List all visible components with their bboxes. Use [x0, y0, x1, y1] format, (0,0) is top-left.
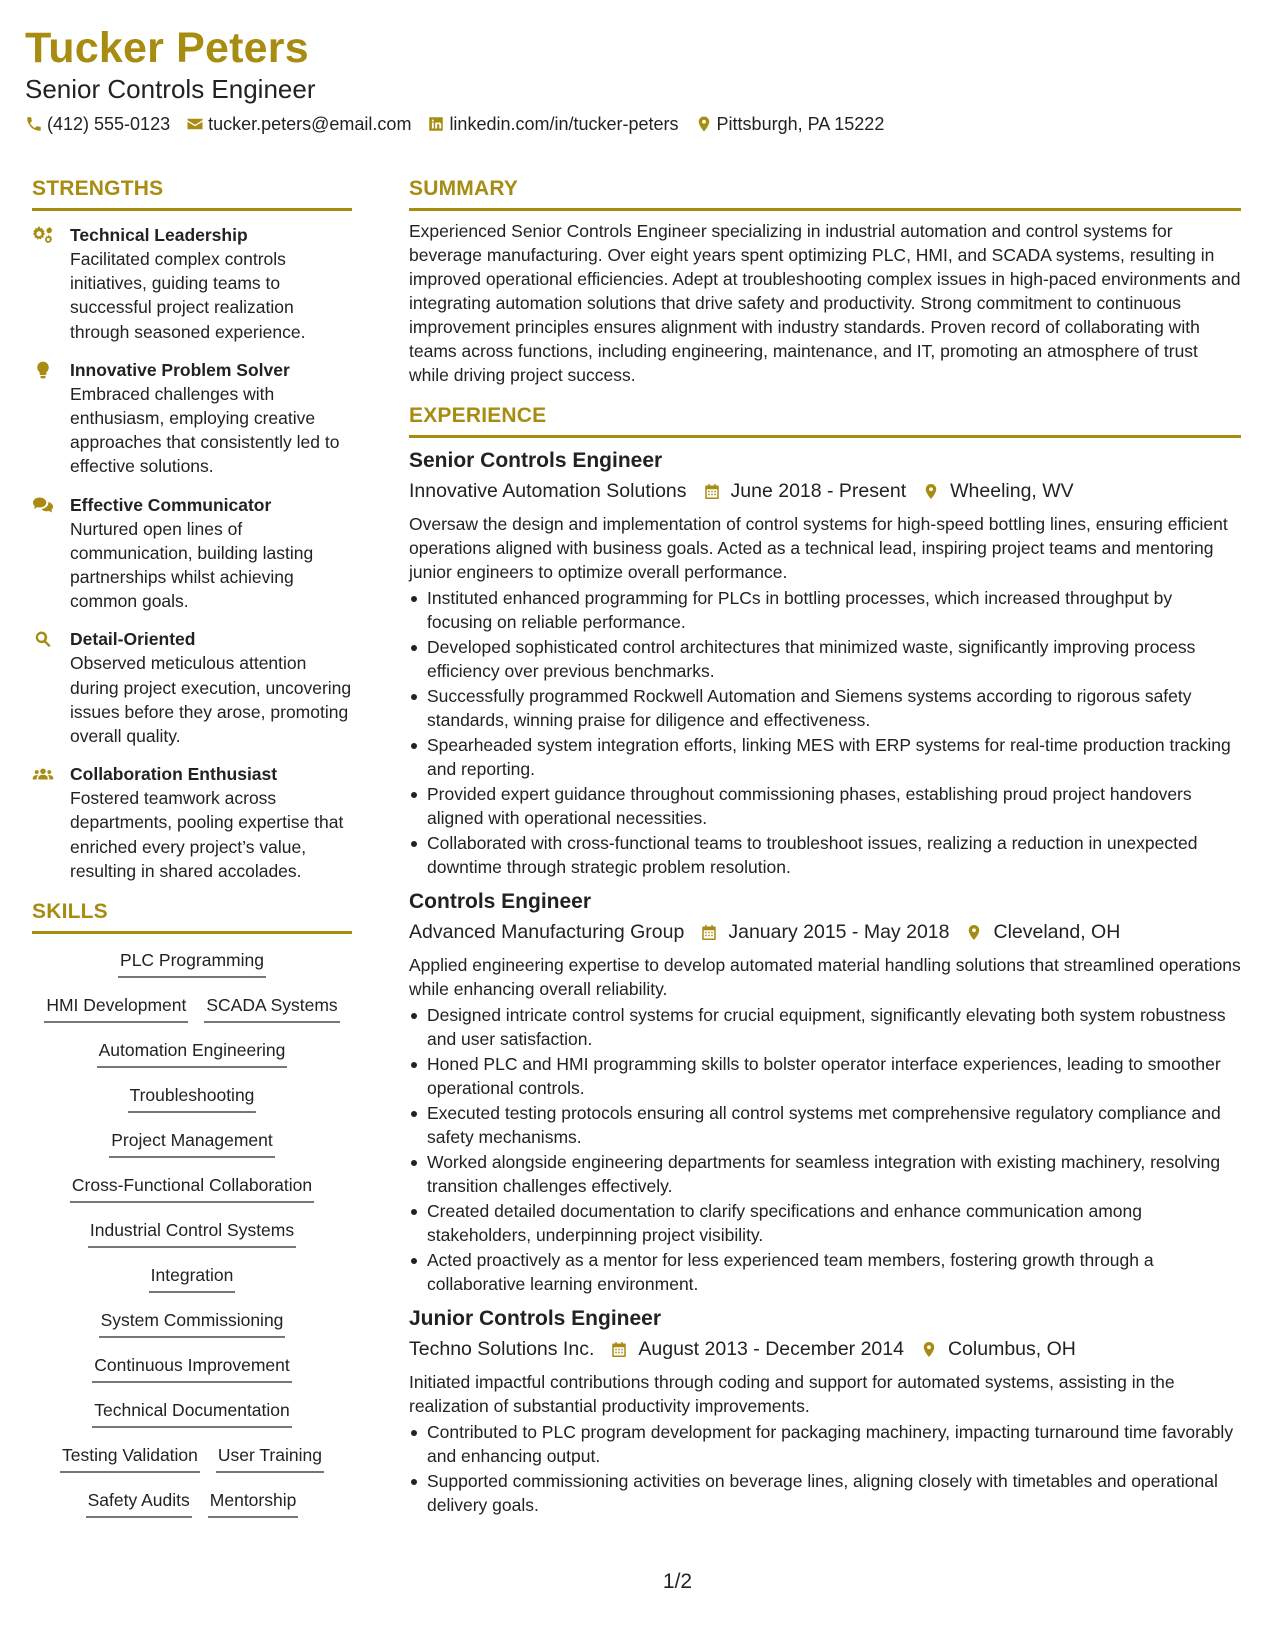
skill-row: [110, 942, 274, 987]
users-icon: [32, 762, 70, 883]
lightbulb-icon: [32, 358, 70, 479]
skill-row: [91, 1302, 294, 1347]
right-column: [409, 174, 1241, 1518]
job-description: Applied engineering expertise to develop automated material handling solutions that streamlined operations while enhancing overall reliability.: [409, 955, 1241, 999]
strength-title: Detail-Oriented: [70, 629, 196, 650]
skill-tag: User Training: [216, 1443, 324, 1473]
location-text: Pittsburgh, PA 15222: [716, 113, 885, 134]
skill-tag: Continuous Improvement: [92, 1353, 292, 1383]
strengths-list: [32, 223, 352, 883]
strength-title: Collaboration Enthusiast: [70, 764, 278, 785]
list-item: Collaborated with cross-functional teams to troubleshoot issues, realizing a reduction in unexpected downtime through strategic problem resolution.: [409, 831, 1241, 879]
skill-tag: Testing Validation: [60, 1443, 200, 1473]
list-item: Acted proactively as a mentor for less experienced team members, fostering growth through a collaborative learning environment.: [409, 1248, 1241, 1296]
calendar-icon: [606, 1340, 638, 1359]
strength-item: [32, 358, 352, 479]
page-number: 1/2: [662, 1570, 693, 1593]
list-item: Honed PLC and HMI programming skills to bolster operator interface experiences, leading to smoother operational controls.: [409, 1052, 1241, 1100]
job-entry: [409, 887, 1241, 1296]
candidate-name: Tucker Peters: [25, 24, 309, 72]
skill-tag: Automation Engineering: [97, 1038, 288, 1068]
strength-text: [70, 223, 352, 344]
list-item: Provided expert guidance throughout commissioning phases, establishing proud project handovers aligned with operational necessities.: [409, 782, 1241, 830]
strength-item: [32, 223, 352, 344]
skill-tag: Technical Documentation: [92, 1398, 292, 1428]
list-item: Designed intricate control systems for crucial equipment, significantly elevating both system robustness and user satisfaction.: [409, 1003, 1241, 1051]
job-meta: [409, 476, 1241, 506]
skill-tag: HMI Development: [44, 993, 188, 1023]
phone-icon: [25, 115, 43, 133]
contact-bar: [25, 110, 900, 138]
search-icon: [32, 627, 70, 748]
map-marker-icon: [961, 923, 993, 942]
skill-tag: Cross-Functional Collaboration: [70, 1173, 314, 1203]
skill-row: [101, 1122, 282, 1167]
list-item: Executed testing protocols ensuring all control systems met comprehensive regulatory compliance and safety mechanisms.: [409, 1101, 1241, 1149]
strength-desc: Nurtured open lines of communication, building lasting partnerships whilst achieving common goals.: [70, 518, 314, 612]
strength-desc: Facilitated complex controls initiatives, guiding teams to successful project realization through seasoned experience.: [70, 249, 306, 342]
skill-tag: Integration: [149, 1263, 236, 1293]
gears-icon: [32, 223, 70, 344]
left-column: [32, 174, 352, 1527]
strength-desc: Observed meticulous attention during project execution, uncovering issues before they arose, promoting overall quality.: [70, 653, 352, 747]
skill-tag: Troubleshooting: [128, 1083, 257, 1113]
job-description: Oversaw the design and implementation of control systems for high-speed bottling lines, ensuring efficient operations aligned with business goals. Acted as a technical lead, inspiring project teams and mentoring junior engineers to optimize overall performance.: [409, 514, 1228, 582]
list-item: Created detailed documentation to clarify specifications and enhance communication among stakeholders, underpinning project visibility.: [409, 1199, 1241, 1247]
job-title: Senior Controls Engineer: [409, 449, 663, 472]
job-company: Advanced Manufacturing Group: [409, 921, 685, 943]
list-item: Spearheaded system integration efforts, linking MES with ERP systems for real-time production tracking and reporting.: [409, 733, 1241, 781]
list-item: Supported commissioning activities on beverage lines, aligning closely with timetables and operational delivery goals.: [409, 1469, 1241, 1517]
skill-row: [84, 1392, 300, 1437]
job-dates: January 2015 - May 2018: [728, 921, 950, 943]
job-location: Cleveland, OH: [993, 921, 1121, 943]
job-meta: [409, 917, 1241, 947]
strength-item: [32, 762, 352, 883]
comments-icon: [32, 493, 70, 614]
contact-phone[interactable]: [25, 114, 170, 135]
envelope-icon: [186, 115, 204, 133]
skill-tag: Industrial Control Systems: [88, 1218, 296, 1248]
job-bullets: [409, 586, 1241, 879]
contact-location: [695, 114, 885, 135]
summary-heading: SUMMARY: [409, 174, 1241, 211]
calendar-icon: [696, 923, 728, 942]
strength-text: [70, 358, 352, 479]
job-dates: June 2018 - Present: [730, 480, 907, 502]
experience-list: [409, 446, 1241, 1517]
job-location: Columbus, OH: [947, 1338, 1076, 1360]
list-item: Instituted enhanced programming for PLCs in bottling processes, which increased throughput by focusing on reliable performance.: [409, 586, 1241, 634]
strength-desc: Fostered teamwork across departments, pooling expertise that enriched every project’s value, resulting in shared accolades.: [70, 788, 344, 881]
contact-linkedin[interactable]: [427, 114, 678, 135]
strength-item: [32, 493, 352, 614]
email-text: tucker.peters@email.com: [208, 113, 412, 134]
job-meta: [409, 1334, 1241, 1364]
skill-tag: Mentorship: [208, 1488, 299, 1518]
skill-row: [36, 987, 347, 1032]
skill-row: [141, 1257, 244, 1302]
list-item: Contributed to PLC program development for packaging machinery, impacting turnaround time favorably and enhancing output.: [409, 1420, 1241, 1468]
job-title: Junior Controls Engineer: [409, 1307, 662, 1330]
skill-row: [62, 1167, 322, 1212]
job-location: Wheeling, WV: [950, 480, 1074, 502]
skill-tag: PLC Programming: [118, 948, 266, 978]
skill-tag: Safety Audits: [86, 1488, 192, 1518]
job-dates: August 2013 - December 2014: [638, 1338, 904, 1360]
list-item: Worked alongside engineering departments for seamless integration with existing machinery, resolving transition challenges effectively.: [409, 1150, 1241, 1198]
map-marker-icon: [918, 482, 950, 501]
skill-tag: System Commissioning: [99, 1308, 286, 1338]
list-item: Developed sophisticated control architectures that minimized waste, significantly improving process efficiency over previous benchmarks.: [409, 635, 1241, 683]
linkedin-text: linkedin.com/in/tucker-peters: [449, 113, 679, 134]
strength-text: [70, 627, 352, 748]
summary-text: Experienced Senior Controls Engineer specializing in industrial automation and control systems for beverage manufacturing. Over eight years spent optimizing PLC, HMI, and SCADA systems, resulting in improved operational efficiencies. Adept at troubleshooting complex issues in high-paced environments and integrating automation solutions that drive safety and productivity. Strong commitment to continuous improvement principles ensures alignment with industry standards. Proven record of collaborating with teams across functions, including engineering, maintenance, and IT, promoting an atmosphere of trust while driving project success.: [409, 221, 1241, 385]
phone-text: (412) 555-0123: [47, 113, 171, 134]
calendar-icon: [699, 482, 731, 501]
candidate-role: Senior Controls Engineer: [25, 74, 316, 104]
strength-desc: Embraced challenges with enthusiasm, employing creative approaches that consistently led to effective solutions.: [70, 383, 340, 477]
strength-title: Technical Leadership: [70, 225, 248, 245]
list-item: Successfully programmed Rockwell Automation and Siemens systems according to rigorous safety standards, winning praise for diligence and effectiveness.: [409, 684, 1241, 732]
skill-row: [52, 1437, 332, 1482]
experience-heading: EXPERIENCE: [409, 401, 1241, 438]
job-entry: [409, 1304, 1241, 1517]
strength-title: Innovative Problem Solver: [70, 359, 290, 380]
strengths-heading: STRENGTHS: [32, 174, 352, 211]
job-entry: [409, 446, 1241, 879]
strength-title: Effective Communicator: [70, 494, 272, 515]
contact-email[interactable]: [186, 114, 411, 135]
job-bullets: [409, 1003, 1241, 1296]
job-description: Initiated impactful contributions through coding and support for automated systems, assisting in the realization of substantial productivity improvements.: [409, 1372, 1175, 1416]
strength-item: [32, 627, 352, 748]
skill-row: [80, 1212, 304, 1257]
linkedin-icon: [427, 115, 445, 133]
job-bullets: [409, 1420, 1241, 1517]
job-company: Innovative Automation Solutions: [409, 480, 687, 502]
job-title: Controls Engineer: [409, 890, 592, 913]
strength-text: [70, 762, 352, 883]
skill-row: [84, 1347, 300, 1392]
map-marker-icon: [695, 115, 713, 133]
skill-row: [120, 1077, 265, 1122]
skills-heading: SKILLS: [32, 897, 352, 934]
job-company: Techno Solutions Inc.: [409, 1338, 595, 1360]
skills-list: [32, 942, 352, 1527]
skill-tag: SCADA Systems: [204, 993, 339, 1023]
map-marker-icon: [916, 1340, 948, 1359]
skill-row: [78, 1482, 307, 1527]
skill-row: [89, 1032, 296, 1077]
strength-text: [70, 493, 352, 614]
skill-tag: Project Management: [109, 1128, 274, 1158]
